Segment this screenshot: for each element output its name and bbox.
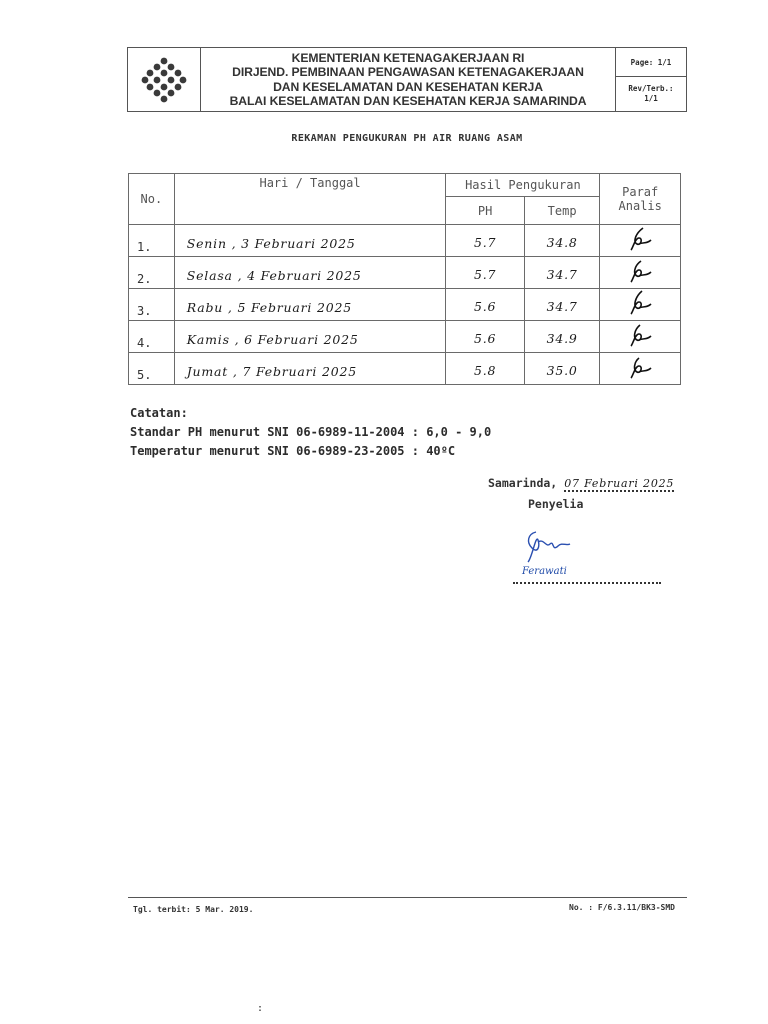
analyst-initial-icon <box>600 321 681 353</box>
row-number: 3. <box>129 289 175 321</box>
row-date: Rabu , 5 Februari 2025 <box>174 289 446 321</box>
institution-line-2: DIRJEND. PEMBINAAN PENGAWASAN KETENAGAKERJAAN <box>232 65 584 79</box>
revision-value: 1/1 <box>644 94 658 103</box>
row-number: 1. <box>129 225 175 257</box>
notes-heading: Catatan: <box>130 406 188 420</box>
col-header-no: No. <box>129 174 175 225</box>
scan-mark: : <box>257 1003 264 1014</box>
row-temp: 34.7 <box>524 289 600 321</box>
row-ph: 5.6 <box>446 289 524 321</box>
col-header-ph: PH <box>446 197 524 225</box>
row-temp: 34.7 <box>524 257 600 289</box>
table-row <box>129 353 681 385</box>
institution-title <box>201 48 616 111</box>
row-date: Senin , 3 Februari 2025 <box>174 225 446 257</box>
row-number: 2. <box>129 257 175 289</box>
notes-section <box>130 404 491 461</box>
row-number: 4. <box>129 321 175 353</box>
row-date: Kamis , 6 Februari 2025 <box>174 321 446 353</box>
document-meta <box>616 48 686 111</box>
analyst-initial-icon <box>600 257 681 289</box>
row-temp: 35.0 <box>524 353 600 385</box>
institution-line-3: DAN KESELAMATAN DAN KESEHATAN KERJA <box>273 79 543 94</box>
footer-divider <box>128 897 687 898</box>
table-row <box>129 257 681 289</box>
revision-info <box>616 77 686 111</box>
page-number: Page: 1/1 <box>616 48 686 77</box>
measurement-table <box>128 173 681 385</box>
col-header-paraf: Paraf Analis <box>600 174 681 225</box>
ministry-logo <box>128 48 201 111</box>
row-number: 5. <box>129 353 175 385</box>
document-header <box>127 47 687 112</box>
institution-line-4: BALAI KESELAMATAN DAN KESEHATAN KERJA SAMARINDA <box>229 94 587 108</box>
supervisor-role: Penyelia <box>528 497 584 511</box>
temperature-standard-note: Temperatur menurut SNI 06-6989-23-2005 : 40ºC <box>130 444 456 458</box>
issue-date: Tgl. terbit: 5 Mar. 2019. <box>133 905 254 914</box>
row-ph: 5.7 <box>446 225 524 257</box>
analyst-initial-icon <box>600 289 681 321</box>
place-date <box>488 476 674 490</box>
supervisor-signature <box>518 528 578 568</box>
sign-date: 07 Februari 2025 <box>564 477 675 490</box>
revision-label: Rev/Terb.: <box>628 84 674 93</box>
row-ph: 5.7 <box>446 257 524 289</box>
row-date: Jumat , 7 Februari 2025 <box>174 353 446 385</box>
analyst-initial-icon <box>600 353 681 385</box>
row-ph: 5.8 <box>446 353 524 385</box>
supervisor-name: Ferawati <box>522 566 567 577</box>
sign-place: Samarinda, <box>488 476 558 490</box>
col-header-temp: Temp <box>524 197 600 225</box>
institution-line-1: KEMENTERIAN KETENAGAKERJAAN RI <box>291 50 525 65</box>
analyst-initial-icon <box>600 225 681 257</box>
document-title: REKAMAN PENGUKURAN PH AIR RUANG ASAM <box>291 133 523 144</box>
row-temp: 34.8 <box>524 225 600 257</box>
row-date: Selasa , 4 Februari 2025 <box>174 257 446 289</box>
table-row <box>129 289 681 321</box>
row-temp: 34.9 <box>524 321 600 353</box>
table-row <box>129 225 681 257</box>
col-header-result: Hasil Pengukuran <box>446 174 600 197</box>
row-ph: 5.6 <box>446 321 524 353</box>
table-row <box>129 321 681 353</box>
ph-standard-note: Standar PH menurut SNI 06-6989-11-2004 : 6,0 - 9,0 <box>130 425 492 439</box>
signature-line <box>513 582 661 584</box>
col-header-day: Hari / Tanggal <box>174 174 446 225</box>
form-number: No. : F/6.3.11/BK3-SMD <box>569 903 675 912</box>
